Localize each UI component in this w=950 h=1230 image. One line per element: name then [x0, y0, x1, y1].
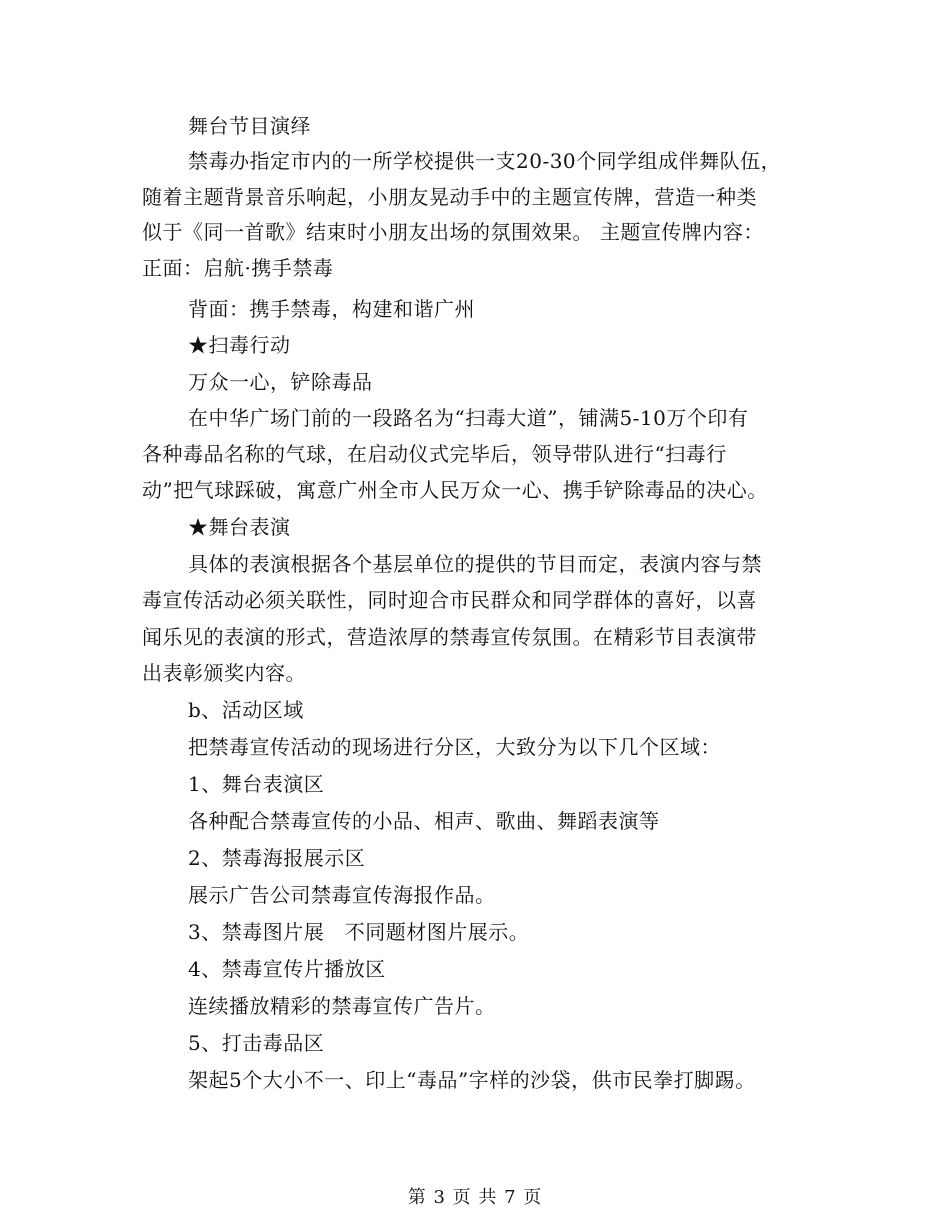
- paragraph-line: 出表彰颁奖内容。: [142, 661, 306, 685]
- section-heading-sweep-action: ★扫毒行动: [188, 333, 291, 357]
- paragraph-line: 在中华广场门前的一段路名为“扫毒大道”，铺满5-10万个印有: [188, 406, 749, 430]
- list-item-description: 展示广告公司禁毒宣传海报作品。: [188, 883, 496, 907]
- paragraph-line: 万众一心，铲除毒品: [188, 370, 373, 394]
- paragraph-line: 闻乐见的表演的形式，营造浓厚的禁毒宣传氛围。在精彩节目表演带: [142, 625, 757, 649]
- list-item-description: 架起5个大小不一、印上“毒品”字样的沙袋，供市民拳打脚踢。: [188, 1068, 756, 1092]
- list-item-heading: 3、禁毒图片展 不同题材图片展示。: [188, 920, 530, 944]
- list-item-heading: 5、打击毒品区: [188, 1031, 325, 1055]
- paragraph-line: 正面：启航·携手禁毒: [142, 256, 334, 280]
- list-item-heading: 2、禁毒海报展示区: [188, 846, 366, 870]
- paragraph-line: 把禁毒宣传活动的现场进行分区，大致分为以下几个区域：: [188, 735, 721, 759]
- paragraph-line: 似于《同一首歌》结束时小朋友出场的氛围效果。 主题宣传牌内容：: [142, 220, 764, 244]
- paragraph-line: 动”把气球踩破，寓意广州全市人民万众一心、携手铲除毒品的决心。: [142, 478, 768, 502]
- list-item-heading: 1、舞台表演区: [188, 772, 325, 796]
- paragraph-line: 具体的表演根据各个基层单位的提供的节目而定，表演内容与禁: [188, 552, 762, 576]
- paragraph-line: 随着主题背景音乐响起，小朋友晃动手中的主题宣传牌，营造一种类: [142, 185, 757, 209]
- paragraph-line: 毒宣传活动必须关联性，同时迎合市民群众和同学群体的喜好，以喜: [142, 588, 757, 612]
- paragraph-line: 背面：携手禁毒，构建和谐广州: [188, 297, 475, 321]
- page-number-footer: 第 3 页 共 7 页: [407, 1187, 543, 1208]
- list-item-description: 连续播放精彩的禁毒宣传广告片。: [188, 994, 496, 1018]
- list-item-description: 各种配合禁毒宣传的小品、相声、歌曲、舞蹈表演等: [188, 809, 660, 833]
- section-heading-stage-performance: ★舞台表演: [188, 515, 291, 539]
- list-item-heading: 4、禁毒宣传片播放区: [188, 957, 386, 981]
- section-heading-stage-program: 舞台节目演绎: [188, 114, 311, 138]
- paragraph-line: 各种毒品名称的气球，在启动仪式完毕后，领导带队进行“扫毒行: [142, 442, 727, 466]
- section-heading-activity-area: b、活动区域: [188, 698, 304, 722]
- paragraph-line: 禁毒办指定市内的一所学校提供一支20-30个同学组成伴舞队伍，: [188, 149, 782, 173]
